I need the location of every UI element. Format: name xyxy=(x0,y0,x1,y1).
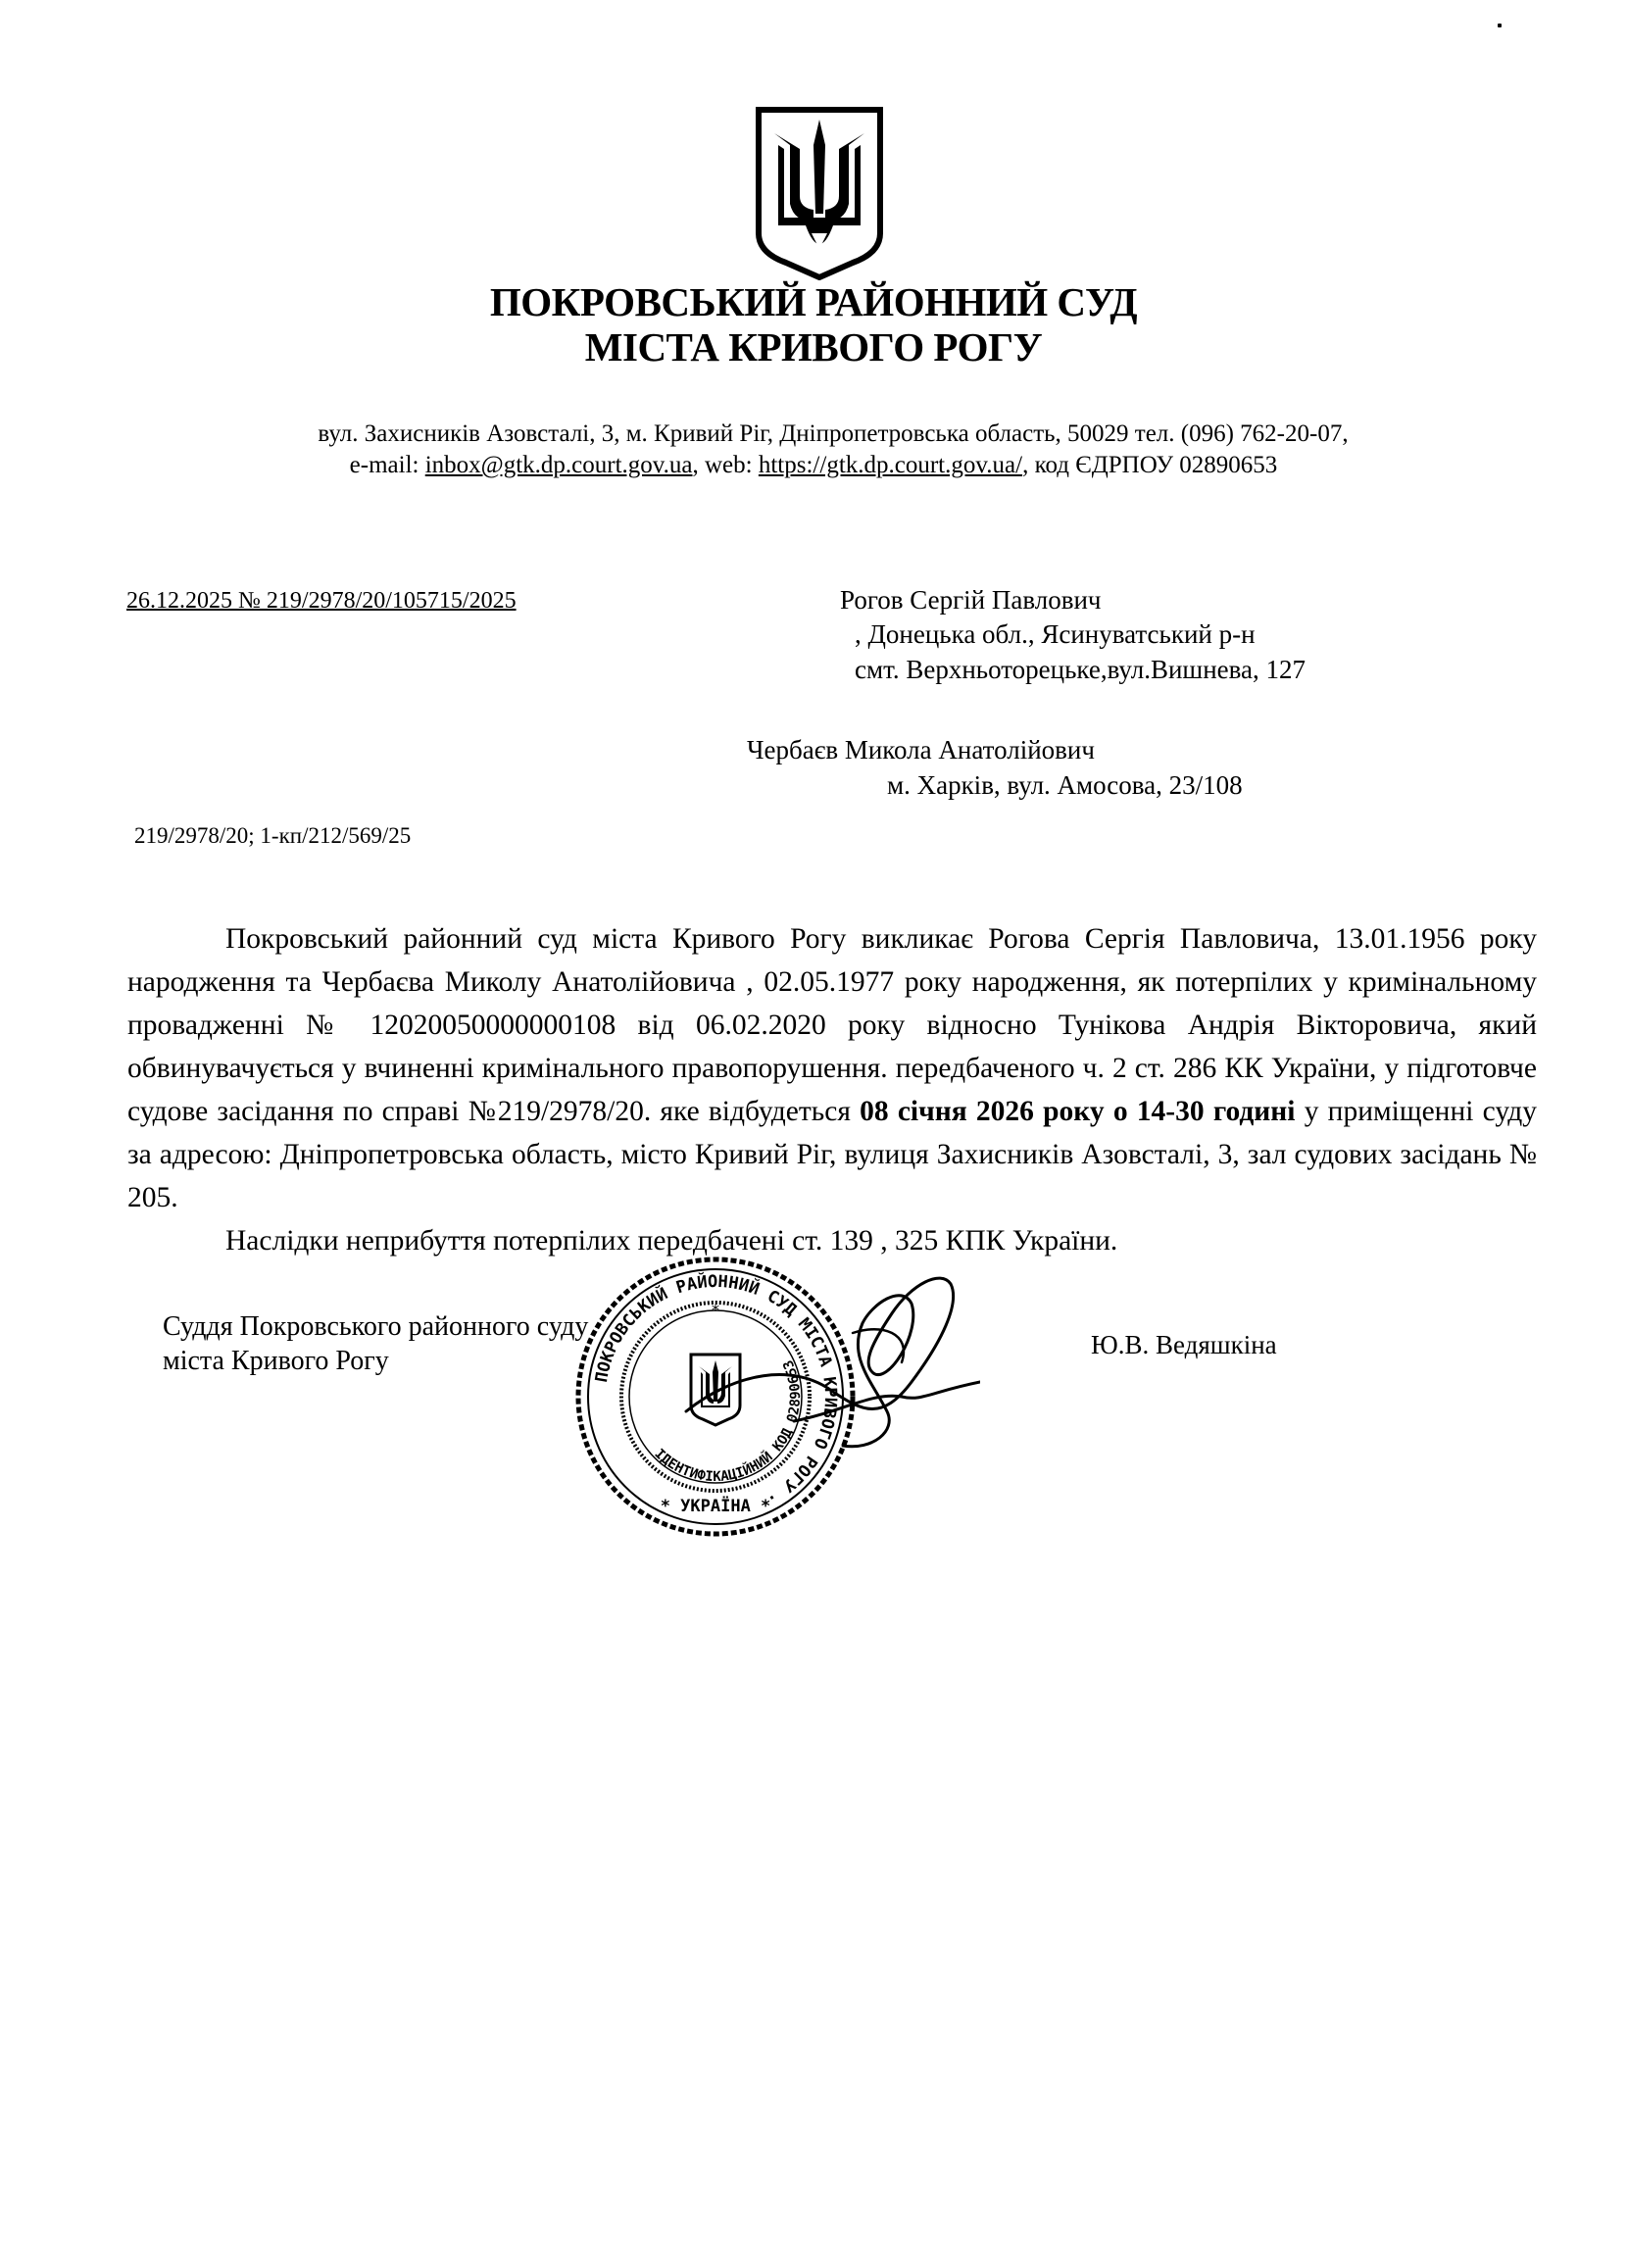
recipient-1-name: Рогов Сергій Павлович xyxy=(840,585,1102,615)
web-link[interactable]: https://gtk.dp.court.gov.ua/ xyxy=(758,452,1023,478)
summons-body xyxy=(127,917,1537,1262)
svg-text:ПОКРОВСЬКИЙ РАЙОННИЙ СУД МІСТА: ПОКРОВСЬКИЙ РАЙОННИЙ СУД МІСТА КРИВОГО РОГУ · xyxy=(591,1271,841,1508)
edrpou-code: , код ЄДРПОУ 02890653 xyxy=(1022,452,1278,478)
recipient-1-address-line1: , Донецька обл., Ясинуватський р-н xyxy=(855,619,1256,649)
svg-text:* УКРАЇНА *: * УКРАЇНА * xyxy=(660,1497,771,1516)
case-reference: 219/2978/20; 1-кп/212/569/25 xyxy=(134,823,412,848)
web-label: , web: xyxy=(692,452,759,478)
signer-title-line1: Суддя Покровського районного суду xyxy=(163,1311,589,1342)
summons-paragraph xyxy=(127,917,1537,1219)
recipient-1-address-line2: смт. Верхньоторецьке,вул.Вишнева, 127 xyxy=(855,655,1307,684)
email-link[interactable]: inbox@gtk.dp.court.gov.ua xyxy=(424,452,693,478)
judge-signature-icon xyxy=(676,1264,980,1480)
summons-text-part2: у приміщенні суду за адресою: Дніпропетровська область, місто Кривий Ріг, вулиця Захисників Азовсталі, 3, зал судових засідань № 205. xyxy=(127,1096,1537,1213)
recipient-2-address-line1: м. Харків, вул. Амосова, 23/108 xyxy=(887,770,1243,800)
court-name-line1: ПОКРОВСЬКИЙ РАЙОННИЙ СУД xyxy=(489,279,1138,324)
svg-text:*: * xyxy=(712,1301,719,1319)
court-contacts xyxy=(0,451,1627,480)
email-label: e-mail: xyxy=(349,452,425,478)
consequences-paragraph: Наслідки неприбуття потерпілих передбачені ст. 139 , 325 КПК України. xyxy=(225,1225,1118,1257)
signer-title-line2: міста Кривого Рогу xyxy=(163,1346,389,1376)
summons-text-part1: Покровський районний суд міста Кривого Рогу викликає Рогова Сергія Павловича, 13.01.1956 року народження та Чербаєва Миколу Анатолійовича , 02.05.1977 року народження, як потерпілих у кримінальному провадженні № 12020050000000108 від 06.02.2020 року відносно Тунікова Андрія Вікторовича, який обвинувачується у вчиненні кримінального правопорушення. передбаченого ч. 2 ст. 286 КК України, у підготовче судове засідання по справі №219/2978/20. яке відбудеться xyxy=(127,923,1537,1127)
court-name-line2: МІСТА КРИВОГО РОГУ xyxy=(584,324,1043,370)
coat-of-arms-icon xyxy=(755,106,884,280)
hearing-datetime: 08 січня 2026 року о 14-30 годині xyxy=(860,1096,1296,1127)
scan-speck xyxy=(1498,24,1502,27)
judge-name: Ю.В. Ведяшкіна xyxy=(1091,1330,1277,1359)
outgoing-date-number: 26.12.2025 № 219/2978/20/105715/2025 xyxy=(126,588,517,614)
court-address: вул. Захисників Азовсталі, 3, м. Кривий Ріг, Дніпропетровська область, 50029 тел. (096) 762-20-07, xyxy=(318,420,1349,447)
recipient-2-name: Чербаєв Микола Анатолійович xyxy=(747,735,1095,764)
svg-text:ІДЕНТИФІКАЦІЙНИЙ КОД 02890653: ІДЕНТИФІКАЦІЙНИЙ КОД 02890653 xyxy=(651,1357,805,1486)
